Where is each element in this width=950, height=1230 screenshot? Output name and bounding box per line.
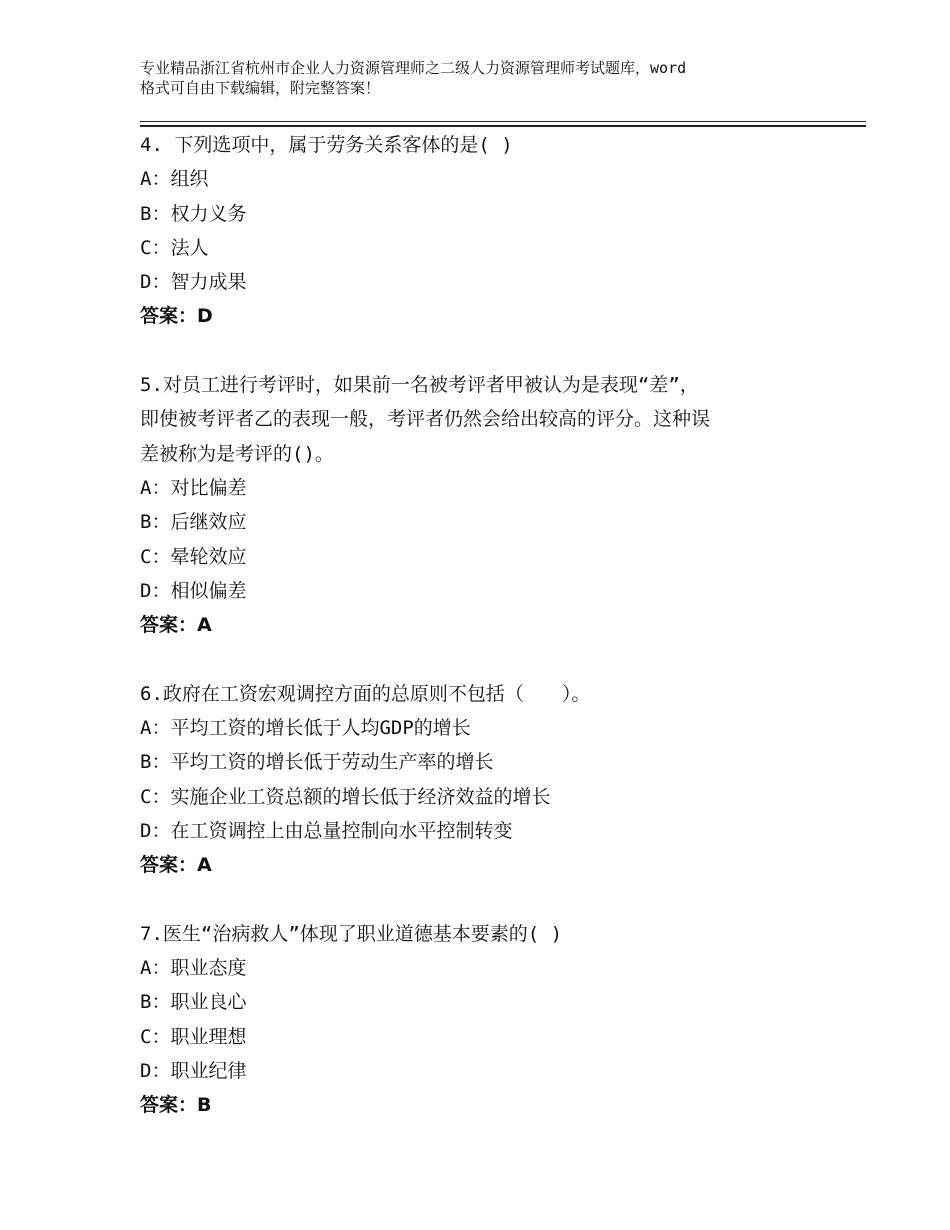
answer-label: 答案：D — [140, 305, 213, 328]
spacer — [140, 334, 860, 368]
option-a: A：职业态度 — [140, 957, 247, 980]
question-stem: 4. 下列选项中，属于劳务关系客体的是( ) — [140, 134, 513, 156]
option-b: B：职业良心 — [140, 991, 247, 1014]
option-d: D：智力成果 — [140, 271, 247, 294]
option-d: D：相似偏差 — [140, 579, 247, 602]
question-stem: 6.政府在工资宏观调控方面的总原则不包括（ ）。 — [140, 682, 591, 705]
answer-label: 答案：A — [140, 854, 212, 877]
question-stem-cont: 差被称为是考评的()。 — [140, 442, 334, 465]
question-block — [140, 677, 860, 883]
question-stem: 5.对员工进行考评时，如果前一名被考评者甲被认为是表现“差”， — [140, 374, 699, 397]
question-block — [140, 368, 860, 642]
option-a: A：组织 — [140, 168, 209, 191]
option-b: B：权力义务 — [140, 202, 247, 225]
question-stem-cont: 即使被考评者乙的表现一般，考评者仍然会给出较高的评分。这种误 — [140, 408, 711, 431]
option-c: C：法人 — [140, 236, 209, 259]
option-d: D：职业纪律 — [140, 1060, 247, 1083]
question-stem: 7.医生“治病救人”体现了职业道德基本要素的( ) — [140, 922, 563, 945]
header-divider-thick — [140, 125, 866, 127]
header-line-2: 格式可自由下载编辑，附完整答案！ — [140, 79, 381, 97]
option-b: B：后继效应 — [140, 511, 247, 534]
header-line-1: 专业精品浙江省杭州市企业人力资源管理师之二级人力资源管理师考试题库，word — [140, 59, 687, 77]
spacer — [140, 883, 860, 917]
spacer — [140, 642, 860, 676]
option-c: C：实施企业工资总额的增长低于经济效益的增长 — [140, 785, 551, 808]
option-b: B：平均工资的增长低于劳动生产率的增长 — [140, 751, 494, 774]
header-divider-thin — [140, 121, 866, 122]
answer-label: 答案：A — [140, 614, 212, 637]
answer-label: 答案：B — [140, 1094, 212, 1117]
option-a: A：对比偏差 — [140, 476, 247, 499]
question-block — [140, 917, 860, 1123]
option-d: D：在工资调控上由总量控制向水平控制转变 — [140, 819, 513, 842]
document-header — [140, 58, 840, 98]
option-c: C：晕轮效应 — [140, 545, 247, 568]
question-list — [140, 128, 860, 1123]
question-block — [140, 128, 860, 334]
option-c: C：职业理想 — [140, 1025, 247, 1048]
option-a: A：平均工资的增长低于人均GDP的增长 — [140, 717, 471, 740]
